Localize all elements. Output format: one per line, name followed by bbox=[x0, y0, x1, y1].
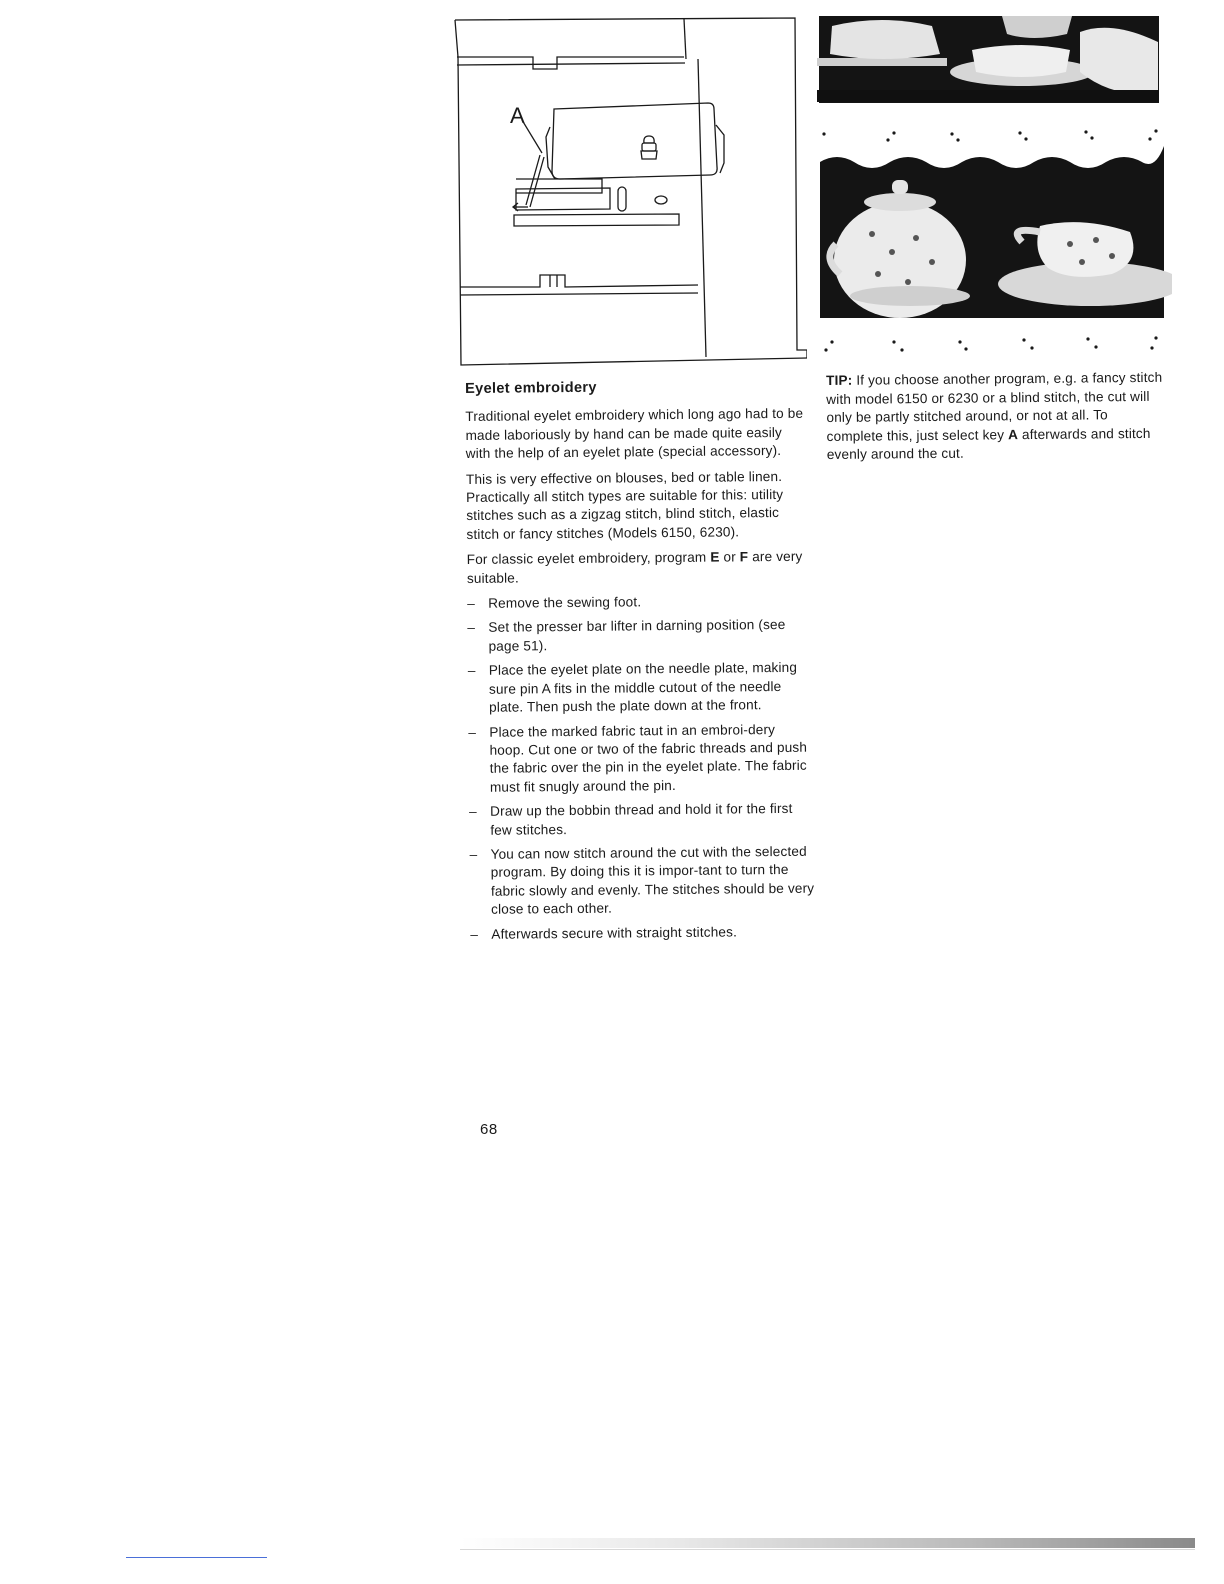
tip-paragraph: TIP: If you choose another program, e.g. a fancy stitch with model 6150 or 6230 or a blind stitch, the cut will only be partly stitched around, or not at all. To complete this, just select key A afterwards and stitch evenly around the cut. bbox=[826, 369, 1163, 463]
list-item: – Draw up the bobbin thread and hold it for the first few stitches. bbox=[469, 801, 793, 838]
intro-paragraph: Traditional eyelet embroidery which long ago had to be made laboriously by hand can be made quite easily with the help of an eyelet plate (special accessory). bbox=[465, 406, 804, 462]
top-photo bbox=[817, 16, 1159, 103]
eyelet-lace-border bbox=[822, 129, 1157, 141]
instructions-column bbox=[465, 377, 815, 950]
list-item: – Remove the sewing foot. bbox=[467, 594, 642, 612]
eyelet-plate-diagram bbox=[452, 17, 807, 369]
list-item: – Place the eyelet plate on the needle plate, making sure pin A fits in the middle cutout of the needle plate. Then push the plate down at the front. bbox=[467, 660, 798, 715]
program-key-f: F bbox=[739, 549, 749, 565]
tip-key-a: A bbox=[1007, 426, 1019, 443]
list-item: – You can now stitch around the cut with the selected program. By doing this it is impor-tant to turn the fabric slowly and evenly. The stitches should be very close to each other. bbox=[469, 843, 815, 917]
bottom-photo bbox=[820, 146, 1172, 318]
footer-hairline bbox=[460, 1549, 1195, 1550]
uses-paragraph: This is very effective on blouses, bed or table linen. Practically all stitch types are suitable for this: utility stitches such as a zigzag stitch, blind stitch, elastic stitch or fancy stitches (Models 6150, 6230). bbox=[465, 468, 784, 542]
program-key-e: E bbox=[710, 549, 720, 565]
steps-list bbox=[467, 592, 815, 944]
tablecloth-china-photos bbox=[812, 12, 1172, 357]
list-item: – Afterwards secure with straight stitches. bbox=[470, 923, 738, 942]
footer-scan-bar bbox=[460, 1538, 1195, 1548]
list-item: – Set the presser bar lifter in darning position (see page 51). bbox=[467, 617, 786, 654]
section-heading: Eyelet embroidery bbox=[465, 379, 597, 397]
eyelet-lace-border-lower bbox=[824, 336, 1157, 351]
tip-label: TIP: bbox=[826, 372, 853, 388]
program-paragraph: For classic eyelet embroidery, program E or F are very suitable. bbox=[466, 549, 803, 586]
list-item: – Place the marked fabric taut in an embroi-dery hoop. Cut one or two of the fabric threads and push the fabric over the pin in the eyelet plate. The fabric must fit snugly around the pin. bbox=[468, 721, 808, 795]
diagram-label-a: A bbox=[510, 103, 525, 128]
footer-link-underline bbox=[126, 1557, 267, 1558]
page-number: 68 bbox=[480, 1121, 498, 1138]
